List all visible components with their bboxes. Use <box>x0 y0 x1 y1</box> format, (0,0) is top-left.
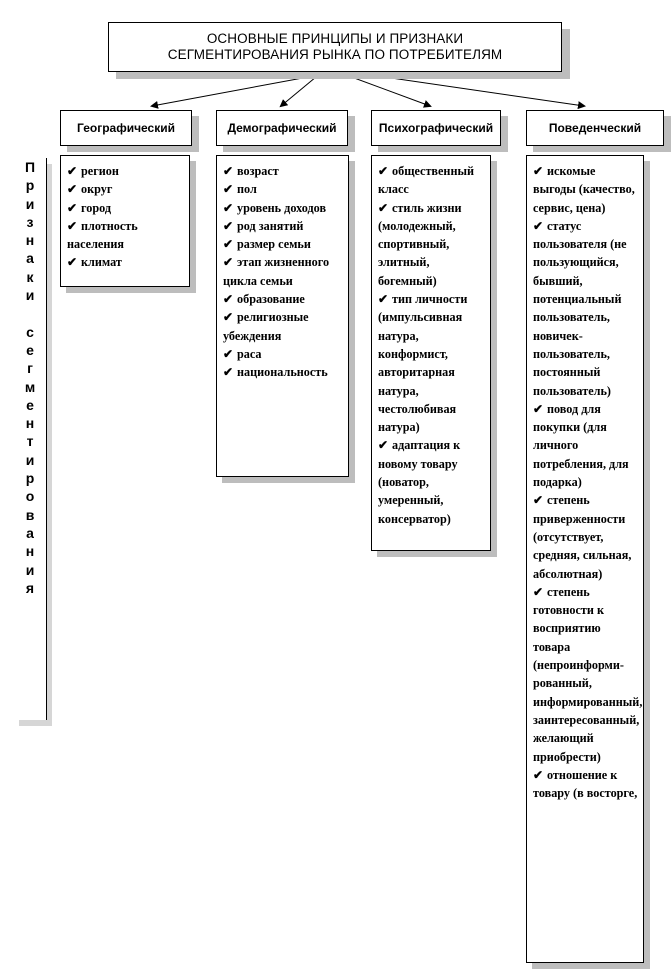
checkmark-icon: ✔ <box>533 584 544 599</box>
checkmark-icon: ✔ <box>533 493 544 508</box>
list-item <box>533 583 643 766</box>
side-letter: о <box>25 488 35 505</box>
list-psychographic <box>371 155 491 551</box>
list-item <box>67 253 185 271</box>
side-letter: а <box>26 250 34 267</box>
list-item-text: отношение к товару (в восторге, <box>533 767 638 801</box>
checkmark-icon: ✔ <box>223 218 234 233</box>
list-item <box>223 308 344 345</box>
list-item-text: тип личности (импульсивная натура, конформист, авторитарная натура, честолюбивая натура) <box>378 292 468 435</box>
list-item <box>533 217 639 400</box>
checkmark-icon: ✔ <box>378 438 389 453</box>
list-item-text: статус пользователя (не пользующийся, бывший, потенциальный пользователь, новичек-пользователь, постоянный пользователь) <box>533 218 627 398</box>
list-item-text: адаптация к новому товару (новатор, умеренный, консерватор) <box>378 438 461 526</box>
checkmark-icon: ✔ <box>67 164 78 178</box>
list-demographic <box>216 155 349 477</box>
checkmark-icon: ✔ <box>223 200 234 215</box>
list-item <box>67 217 185 254</box>
checkmark-icon: ✔ <box>67 182 78 197</box>
side-letter: я <box>25 579 35 596</box>
arrow-geo <box>152 72 335 106</box>
side-letter: к <box>26 268 34 285</box>
list-item-text: род занятий <box>237 218 304 233</box>
side-letter: и <box>25 287 35 304</box>
list-item-text: степень приверженности (отсутствует, средняя, сильная, абсолютная) <box>533 493 632 581</box>
checkmark-icon: ✔ <box>223 310 234 325</box>
side-letter: а <box>26 524 34 541</box>
list-item-text: возраст <box>237 164 279 178</box>
checkmark-icon: ✔ <box>67 255 78 270</box>
checkmark-icon: ✔ <box>223 346 234 361</box>
list-item <box>378 290 486 436</box>
list-item-text: регион <box>81 164 119 178</box>
checkmark-icon: ✔ <box>223 164 234 178</box>
list-behavioral <box>526 155 644 963</box>
diagram-title <box>108 22 562 72</box>
category-behavioral: Поведенческий <box>526 110 664 146</box>
list-item <box>223 290 344 308</box>
side-letter: р <box>25 470 35 487</box>
checkmark-icon: ✔ <box>378 292 389 307</box>
list-item-text: пол <box>237 182 257 197</box>
side-letter: р <box>25 177 35 194</box>
list-item-text: уровень доходов <box>237 200 327 215</box>
list-item <box>533 400 639 491</box>
checkmark-icon: ✔ <box>67 218 78 233</box>
title-line-2: СЕГМЕНТИРОВАНИЯ РЫНКА ПО ПОТРЕБИТЕЛЯМ <box>167 47 503 62</box>
side-letter: е <box>26 396 34 413</box>
list-item <box>223 363 344 381</box>
list-item-text: размер семьи <box>237 237 311 252</box>
side-letter: м <box>24 378 36 395</box>
list-item <box>67 180 185 198</box>
category-psychographic: Психографический <box>371 110 501 146</box>
side-letter: в <box>25 506 35 523</box>
arrow-demo <box>281 72 322 106</box>
checkmark-icon: ✔ <box>533 218 544 233</box>
list-item <box>378 162 486 199</box>
side-letter: н <box>25 415 35 432</box>
list-item <box>223 180 344 198</box>
list-item-text: образование <box>237 292 305 307</box>
list-item-text: искомые выгоды (качество, сервис, цена) <box>533 164 635 215</box>
side-label <box>14 158 47 720</box>
list-item <box>533 491 639 582</box>
checkmark-icon: ✔ <box>533 164 544 178</box>
checkmark-icon: ✔ <box>378 164 389 178</box>
list-item <box>533 162 639 217</box>
list-item-text: национальность <box>237 365 328 380</box>
category-demographic: Демографический <box>216 110 348 146</box>
checkmark-icon: ✔ <box>67 200 78 215</box>
list-item <box>223 235 344 253</box>
list-item-text: округ <box>81 182 113 197</box>
side-letter: н <box>25 232 35 249</box>
list-item-text: этап жизненного цикла семьи <box>223 255 330 288</box>
list-item-text: плотность населения <box>67 218 138 252</box>
checkmark-icon: ✔ <box>223 365 234 380</box>
side-letter: и <box>25 561 35 578</box>
side-letter: е <box>26 341 34 358</box>
list-item-text: общественный класс <box>378 164 475 197</box>
list-item-text: город <box>81 200 112 215</box>
list-item-text: религиозные убеждения <box>223 310 309 343</box>
list-item-text: раса <box>237 346 262 361</box>
list-item <box>67 162 185 180</box>
list-item <box>223 199 344 217</box>
list-item-text: климат <box>81 255 122 270</box>
checkmark-icon: ✔ <box>223 255 234 270</box>
list-item-text: повод для покупки (для личного потребления, для подарка) <box>533 401 629 490</box>
title-line-1: ОСНОВНЫЕ ПРИНЦИПЫ И ПРИЗНАКИ <box>206 31 464 46</box>
list-item <box>378 199 486 290</box>
list-item <box>378 436 486 527</box>
side-letter: и <box>25 195 35 212</box>
checkmark-icon: ✔ <box>223 292 234 307</box>
list-item <box>223 253 344 290</box>
side-letter: с <box>26 323 34 340</box>
list-geographic <box>60 155 190 287</box>
list-item <box>223 217 344 235</box>
checkmark-icon: ✔ <box>533 401 544 416</box>
checkmark-icon: ✔ <box>223 182 234 197</box>
checkmark-icon: ✔ <box>378 200 389 215</box>
side-letter: з <box>26 213 34 230</box>
checkmark-icon: ✔ <box>223 237 234 252</box>
list-item <box>223 345 344 363</box>
list-item <box>223 162 344 180</box>
list-item <box>533 766 639 803</box>
side-letter: П <box>24 159 36 175</box>
side-letter: н <box>25 543 35 560</box>
side-letter: т <box>26 433 34 450</box>
side-letter: и <box>25 451 35 468</box>
category-geographic: Географический <box>60 110 192 146</box>
side-letter: г <box>27 360 33 377</box>
list-item-text: стиль жизни (молодежный, спортивный, элитный, богемный) <box>378 200 462 288</box>
list-item <box>67 199 185 217</box>
checkmark-icon: ✔ <box>533 767 544 782</box>
list-item-text: степень готовности к восприятию товара (непроинформи-рованный, информированный, заинтересованный, желающий приобрести) <box>533 584 643 764</box>
